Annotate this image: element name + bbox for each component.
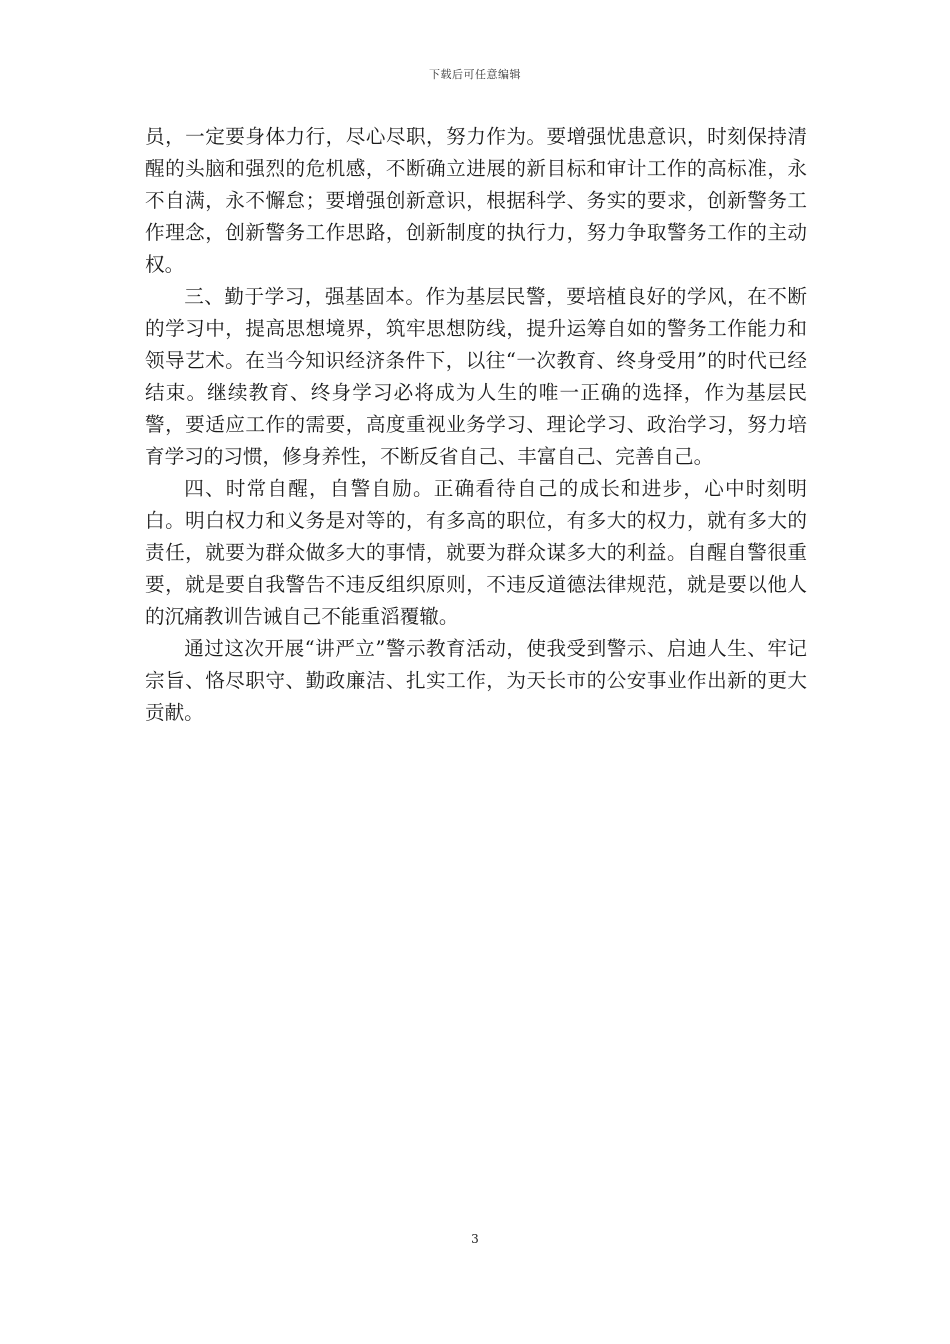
paragraph-self-reflection: 四、时常自醒，自警自励。正确看待自己的成长和进步，心中时刻明白。明白权力和义务是对等的，有多高的职位，有多大的权力，就有多大的责任，就要为群众做多大的事情，就要为群众谋多大的利益。自醒自警很重要，就是要自我警告不违反组织原则，不违反道德法律规范，就是要以他人的沉痛教训告诫自己不能重滔覆辙。 (145, 477, 807, 628)
paragraph-conclusion: 通过这次开展“讲严立”警示教育活动，使我受到警示、启迪人生、牢记宗旨、恪尽职守、勤政廉洁、扎实工作，为天长市的公安事业作出新的更大贡献。 (145, 637, 807, 724)
document-body (145, 121, 807, 729)
paragraph-continuation: 员，一定要身体力行，尽心尽职，努力作为。要增强忧患意识，时刻保持清醒的头脑和强烈的危机感，不断确立进展的新目标和审计工作的高标准，永不自满，永不懈怠；要增强创新意识，根据科学、务实的要求，创新警务工作理念，创新警务工作思路，创新制度的执行力，努力争取警务工作的主动权。 (145, 125, 807, 276)
page-header: 下载后可任意编辑 (429, 68, 521, 81)
paragraph-study: 三、勤于学习，强基固本。作为基层民警，要培植良好的学风，在不断的学习中，提高思想境界，筑牢思想防线，提升运筹自如的警务工作能力和领导艺术。在当今知识经济条件下，以往“一次教育、终身受用”的时代已经结束。继续教育、终身学习必将成为人生的唯一正确的选择，作为基层民警，要适应工作的需要，高度重视业务学习、理论学习、政治学习，努力培育学习的习惯，修身养性，不断反省自己、丰富自己、完善自己。 (145, 285, 807, 468)
page-number: 3 (471, 1232, 479, 1246)
